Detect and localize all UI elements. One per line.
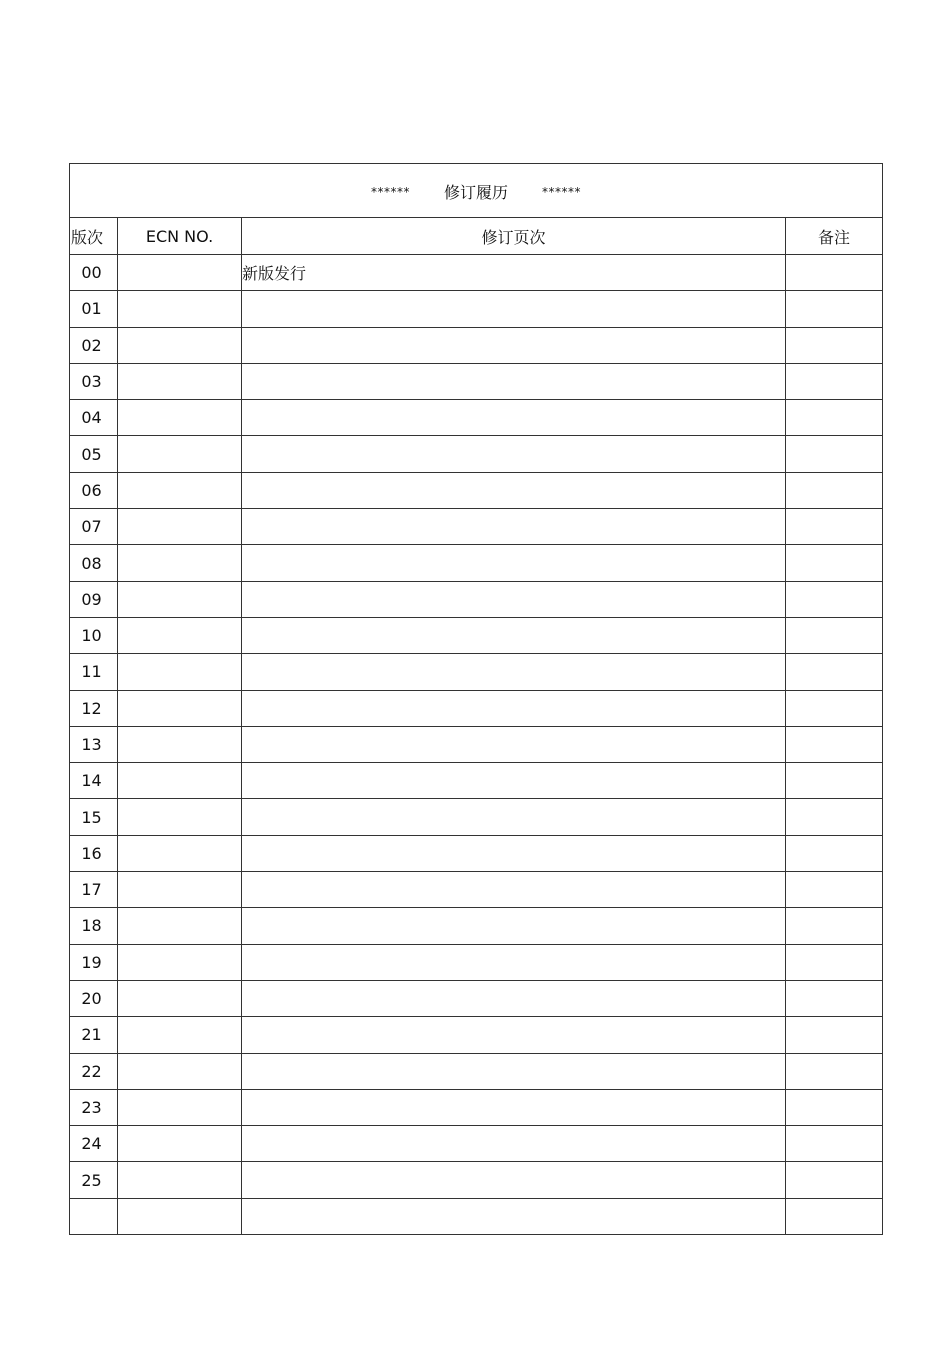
cell-remarks (786, 509, 883, 545)
cell-revised-pages (242, 763, 786, 799)
table-row (70, 1198, 883, 1234)
cell-version: 02 (70, 327, 118, 363)
cell-remarks (786, 726, 883, 762)
table-row (70, 472, 883, 508)
cell-version: 10 (70, 617, 118, 653)
cell-version: 22 (70, 1053, 118, 1089)
cell-revised-pages (242, 1198, 786, 1234)
cell-revised-pages (242, 726, 786, 762)
cell-version: 15 (70, 799, 118, 835)
header-revised-pages: 修订页次 (242, 218, 786, 255)
header-remarks: 备注 (786, 218, 883, 255)
cell-version: 20 (70, 980, 118, 1016)
table-row (70, 581, 883, 617)
cell-remarks (786, 1198, 883, 1234)
cell-version: 01 (70, 291, 118, 327)
cell-ecn-no (118, 1053, 242, 1089)
table-row (70, 944, 883, 980)
table-row (70, 763, 883, 799)
cell-ecn-no (118, 1017, 242, 1053)
table-row (70, 835, 883, 871)
cell-ecn-no (118, 545, 242, 581)
cell-revised-pages (242, 1017, 786, 1053)
cell-remarks (786, 1017, 883, 1053)
table-row (70, 1162, 883, 1198)
cell-version (70, 1198, 118, 1234)
cell-remarks (786, 400, 883, 436)
cell-revised-pages (242, 908, 786, 944)
cell-revised-pages (242, 980, 786, 1016)
cell-revised-pages (242, 400, 786, 436)
cell-version: 23 (70, 1089, 118, 1125)
cell-revised-pages (242, 472, 786, 508)
header-version: 版次 (70, 218, 118, 255)
cell-ecn-no (118, 872, 242, 908)
title-cell (70, 164, 883, 218)
cell-ecn-no (118, 980, 242, 1016)
cell-ecn-no (118, 944, 242, 980)
header-row (70, 218, 883, 255)
table-row (70, 654, 883, 690)
cell-revised-pages (242, 1126, 786, 1162)
cell-revised-pages (242, 617, 786, 653)
cell-revised-pages (242, 799, 786, 835)
revision-history-table (69, 163, 883, 1235)
cell-revised-pages (242, 654, 786, 690)
table-row (70, 400, 883, 436)
cell-ecn-no (118, 690, 242, 726)
cell-version: 05 (70, 436, 118, 472)
cell-ecn-no (118, 1162, 242, 1198)
cell-revised-pages (242, 1053, 786, 1089)
cell-remarks (786, 835, 883, 871)
cell-remarks (786, 980, 883, 1016)
cell-ecn-no (118, 1089, 242, 1125)
table-row (70, 255, 883, 291)
cell-version: 09 (70, 581, 118, 617)
table-row (70, 726, 883, 762)
cell-ecn-no (118, 472, 242, 508)
cell-remarks (786, 1089, 883, 1125)
title-row (70, 164, 883, 218)
cell-revised-pages (242, 509, 786, 545)
table-row (70, 908, 883, 944)
cell-ecn-no (118, 617, 242, 653)
table-row (70, 872, 883, 908)
cell-ecn-no (118, 436, 242, 472)
cell-version: 03 (70, 363, 118, 399)
cell-version: 14 (70, 763, 118, 799)
cell-remarks (786, 872, 883, 908)
cell-remarks (786, 255, 883, 291)
cell-ecn-no (118, 1126, 242, 1162)
table-row (70, 1126, 883, 1162)
cell-version: 25 (70, 1162, 118, 1198)
title-stars-right: ****** (542, 184, 582, 199)
table-row (70, 980, 883, 1016)
table-row (70, 436, 883, 472)
cell-remarks (786, 1126, 883, 1162)
cell-revised-pages: 新版发行 (242, 255, 786, 291)
cell-ecn-no (118, 835, 242, 871)
cell-remarks (786, 327, 883, 363)
title-stars-left: ****** (371, 184, 410, 199)
cell-revised-pages (242, 436, 786, 472)
cell-ecn-no (118, 581, 242, 617)
cell-remarks (786, 654, 883, 690)
cell-remarks (786, 763, 883, 799)
cell-remarks (786, 944, 883, 980)
cell-version: 24 (70, 1126, 118, 1162)
cell-revised-pages (242, 872, 786, 908)
cell-revised-pages (242, 291, 786, 327)
cell-remarks (786, 908, 883, 944)
table-row (70, 799, 883, 835)
cell-ecn-no (118, 654, 242, 690)
table-row (70, 509, 883, 545)
cell-version: 16 (70, 835, 118, 871)
cell-remarks (786, 291, 883, 327)
cell-ecn-no (118, 255, 242, 291)
cell-remarks (786, 1053, 883, 1089)
cell-ecn-no (118, 799, 242, 835)
cell-version: 12 (70, 690, 118, 726)
cell-version: 11 (70, 654, 118, 690)
cell-remarks (786, 363, 883, 399)
cell-remarks (786, 617, 883, 653)
table-row (70, 545, 883, 581)
table-row (70, 1053, 883, 1089)
cell-revised-pages (242, 835, 786, 871)
cell-version: 07 (70, 509, 118, 545)
cell-revised-pages (242, 327, 786, 363)
table-row (70, 363, 883, 399)
cell-remarks (786, 1162, 883, 1198)
cell-remarks (786, 581, 883, 617)
cell-version: 19 (70, 944, 118, 980)
cell-revised-pages (242, 1162, 786, 1198)
cell-ecn-no (118, 908, 242, 944)
cell-version: 13 (70, 726, 118, 762)
header-ecn-no: ECN NO. (118, 218, 242, 255)
cell-ecn-no (118, 726, 242, 762)
cell-revised-pages (242, 363, 786, 399)
table-row (70, 327, 883, 363)
cell-ecn-no (118, 763, 242, 799)
cell-version: 08 (70, 545, 118, 581)
table-row (70, 617, 883, 653)
table-row (70, 690, 883, 726)
cell-version: 04 (70, 400, 118, 436)
cell-version: 18 (70, 908, 118, 944)
cell-remarks (786, 472, 883, 508)
cell-revised-pages (242, 1089, 786, 1125)
table-row (70, 1089, 883, 1125)
cell-revised-pages (242, 944, 786, 980)
cell-revised-pages (242, 690, 786, 726)
cell-version: 00 (70, 255, 118, 291)
cell-remarks (786, 545, 883, 581)
cell-remarks (786, 799, 883, 835)
cell-version: 21 (70, 1017, 118, 1053)
table-title: 修订履历 (444, 183, 509, 202)
cell-revised-pages (242, 545, 786, 581)
cell-version: 17 (70, 872, 118, 908)
table-row (70, 1017, 883, 1053)
cell-revised-pages (242, 581, 786, 617)
cell-remarks (786, 690, 883, 726)
cell-remarks (786, 436, 883, 472)
cell-version: 06 (70, 472, 118, 508)
cell-ecn-no (118, 291, 242, 327)
cell-ecn-no (118, 363, 242, 399)
cell-ecn-no (118, 327, 242, 363)
cell-ecn-no (118, 1198, 242, 1234)
table-row (70, 291, 883, 327)
cell-ecn-no (118, 400, 242, 436)
cell-ecn-no (118, 509, 242, 545)
